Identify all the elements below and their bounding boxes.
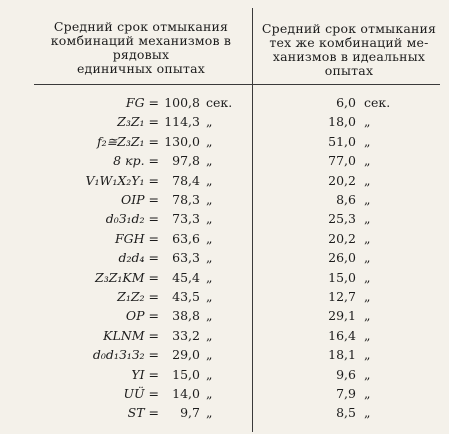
table-row bbox=[0, 308, 449, 326]
combination-formula: d₀З₁d₂ = bbox=[105, 211, 159, 227]
combination-formula: OIP = bbox=[120, 192, 159, 207]
ideal-time-unit: „ bbox=[364, 327, 371, 343]
header-right-line: опытах bbox=[324, 63, 374, 78]
table-row bbox=[0, 153, 449, 171]
combination-formula: ST = bbox=[127, 405, 159, 421]
ideal-time-unit: „ bbox=[364, 386, 371, 401]
table-row bbox=[0, 95, 449, 113]
ordinary-time-unit: „ bbox=[206, 114, 213, 130]
ideal-time-unit: „ bbox=[364, 133, 371, 149]
combination-formula: d₂d₄ = bbox=[118, 250, 159, 266]
combination-formula: OP = bbox=[125, 308, 159, 324]
ordinary-time-value: 73,3 bbox=[172, 211, 200, 227]
combination-formula: 8 кр. = bbox=[113, 153, 159, 169]
ordinary-time-value: 9,7 bbox=[180, 405, 200, 421]
combination-formula: YI = bbox=[131, 366, 159, 382]
ordinary-time-value: 43,5 bbox=[172, 289, 200, 304]
combination-formula: Z₃Z₁KM = bbox=[95, 269, 159, 285]
ideal-time-value: 77,0 bbox=[328, 153, 356, 169]
ideal-time-unit: „ bbox=[364, 308, 371, 324]
ideal-time-value: 20,2 bbox=[328, 230, 356, 246]
ideal-time-value: 29,1 bbox=[328, 308, 356, 324]
ordinary-time-unit: „ bbox=[206, 308, 213, 324]
table-row bbox=[0, 289, 449, 307]
ideal-time-value: 15,0 bbox=[328, 269, 356, 285]
ideal-time-value: 16,4 bbox=[328, 327, 356, 343]
header-right-line: ханизмов в идеальных bbox=[272, 49, 426, 64]
ideal-time-unit: „ bbox=[364, 230, 371, 246]
ordinary-time-unit: „ bbox=[206, 172, 213, 188]
combination-formula: d₀d₁З₁З₂ = bbox=[92, 347, 159, 363]
table-row bbox=[0, 328, 449, 346]
ordinary-time-unit: „ bbox=[206, 269, 213, 285]
ideal-time-value: 51,0 bbox=[328, 133, 356, 149]
header-right-line: Средний срок отмыкания bbox=[261, 21, 437, 36]
ordinary-time-unit: „ bbox=[206, 133, 213, 149]
ordinary-time-value: 45,4 bbox=[172, 269, 200, 285]
ideal-time-unit: „ bbox=[364, 211, 371, 227]
ordinary-time-value: 38,8 bbox=[172, 308, 200, 324]
table-row bbox=[0, 173, 449, 191]
ideal-time-unit: „ bbox=[364, 347, 371, 363]
table-row bbox=[0, 405, 449, 423]
ordinary-time-unit: „ bbox=[206, 289, 213, 304]
ideal-time-value: 8,6 bbox=[336, 192, 356, 207]
ideal-time-unit: „ bbox=[364, 192, 371, 207]
ideal-time-value: 20,2 bbox=[328, 172, 356, 188]
ordinary-time-unit: сек. bbox=[206, 95, 233, 110]
header-left-line: единичных опытах bbox=[76, 61, 206, 76]
combination-formula: Z₁Z₂ = bbox=[117, 289, 159, 304]
combination-formula: FG = bbox=[125, 95, 159, 110]
table-row bbox=[0, 386, 449, 404]
ordinary-time-value: 78,3 bbox=[172, 192, 200, 207]
ideal-time-value: 26,0 bbox=[328, 250, 356, 266]
ideal-time-unit: „ bbox=[364, 366, 371, 382]
ordinary-time-unit: „ bbox=[206, 192, 213, 207]
ideal-time-value: 7,9 bbox=[336, 386, 356, 401]
ordinary-time-value: 97,8 bbox=[172, 153, 200, 169]
header-right bbox=[256, 22, 442, 78]
table-row bbox=[0, 231, 449, 249]
table-row bbox=[0, 367, 449, 385]
ideal-time-unit: „ bbox=[364, 153, 371, 169]
table-row bbox=[0, 250, 449, 268]
ordinary-time-unit: „ bbox=[206, 366, 213, 382]
combination-formula: KLNM = bbox=[103, 327, 159, 343]
ordinary-time-value: 63,3 bbox=[172, 250, 200, 266]
ideal-time-value: 6,0 bbox=[336, 95, 356, 110]
ideal-time-unit: „ bbox=[364, 269, 371, 285]
combination-formula: V₁W₁X₂Y₁ = bbox=[85, 172, 159, 188]
combination-formula: UÜ = bbox=[123, 386, 159, 401]
table-row bbox=[0, 114, 449, 132]
ideal-time-value: 25,3 bbox=[328, 211, 356, 227]
table-row bbox=[0, 347, 449, 365]
ordinary-time-value: 14,0 bbox=[172, 386, 200, 401]
ordinary-time-value: 100,8 bbox=[164, 95, 200, 110]
ordinary-time-unit: „ bbox=[206, 153, 213, 169]
ordinary-time-value: 29,0 bbox=[172, 347, 200, 363]
table-row bbox=[0, 134, 449, 152]
ideal-time-value: 12,7 bbox=[328, 289, 356, 304]
ordinary-time-value: 114,3 bbox=[164, 114, 200, 130]
table-row bbox=[0, 270, 449, 288]
ideal-time-value: 18,1 bbox=[328, 347, 356, 363]
ordinary-time-value: 33,2 bbox=[172, 327, 200, 343]
ordinary-time-value: 15,0 bbox=[172, 366, 200, 382]
header-right-line: тех же комбинаций ме- bbox=[269, 35, 429, 50]
ideal-time-value: 9,6 bbox=[336, 366, 356, 382]
table-row bbox=[0, 211, 449, 229]
combination-formula: f₂≅Z₃Z₁ = bbox=[97, 133, 159, 149]
ideal-time-unit: „ bbox=[364, 405, 371, 421]
header-left bbox=[34, 20, 248, 76]
ordinary-time-unit: „ bbox=[206, 347, 213, 363]
ideal-time-unit: „ bbox=[364, 114, 371, 130]
ordinary-time-unit: „ bbox=[206, 250, 213, 266]
ideal-time-unit: „ bbox=[364, 172, 371, 188]
ideal-time-unit: сек. bbox=[364, 95, 391, 110]
table-row bbox=[0, 192, 449, 210]
ideal-time-value: 18,0 bbox=[328, 114, 356, 130]
ordinary-time-unit: „ bbox=[206, 405, 213, 421]
ordinary-time-value: 78,4 bbox=[172, 172, 200, 188]
ideal-time-unit: „ bbox=[364, 289, 371, 304]
header-left-line: комбинаций механизмов в рядовых bbox=[50, 33, 232, 62]
ordinary-time-value: 63,6 bbox=[172, 230, 200, 246]
ordinary-time-unit: „ bbox=[206, 211, 213, 227]
ordinary-time-unit: „ bbox=[206, 327, 213, 343]
header-left-line: Средний срок отмыкания bbox=[53, 19, 229, 34]
ideal-time-value: 8,5 bbox=[336, 405, 356, 421]
ideal-time-unit: „ bbox=[364, 250, 371, 266]
table-header-rule bbox=[34, 84, 440, 85]
ordinary-time-value: 130,0 bbox=[164, 133, 200, 149]
ordinary-time-unit: „ bbox=[206, 230, 213, 246]
combination-formula: Z₃Z₁ = bbox=[117, 114, 159, 130]
ordinary-time-unit: „ bbox=[206, 386, 213, 401]
combination-formula: FGH = bbox=[114, 230, 159, 246]
